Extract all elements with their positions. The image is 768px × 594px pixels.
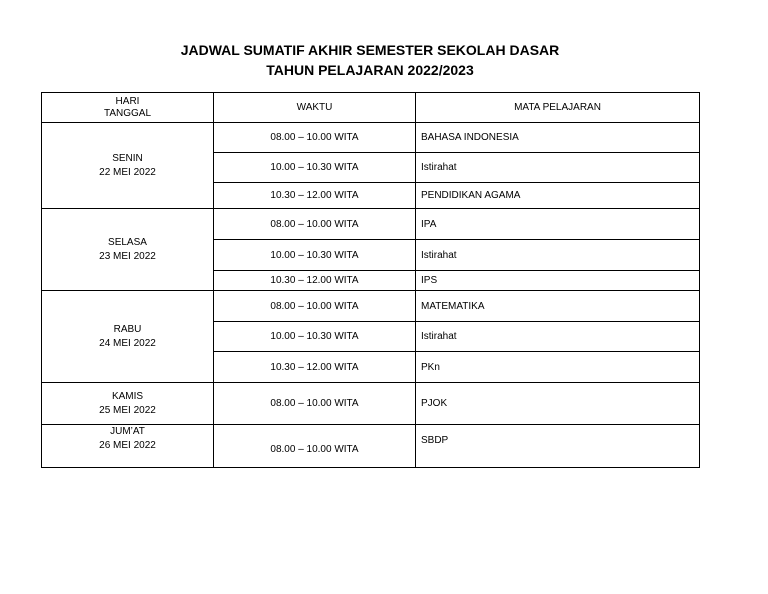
- time-cell: 08.00 – 10.00 WITA: [214, 291, 416, 322]
- subject-cell: IPA: [416, 209, 700, 240]
- subject-cell: Istirahat: [416, 240, 700, 271]
- day-date: 22 MEI 2022: [99, 166, 156, 178]
- subject-cell: PENDIDIKAN AGAMA: [416, 183, 700, 209]
- table-row: [42, 383, 700, 425]
- schedule-table: [41, 92, 700, 468]
- subject-cell: MATEMATIKA: [416, 291, 700, 322]
- day-cell: [42, 425, 214, 468]
- time-cell: 08.00 – 10.00 WITA: [214, 123, 416, 153]
- time-cell: 10.30 – 12.00 WITA: [214, 352, 416, 383]
- header-subject: MATA PELAJARAN: [416, 93, 700, 123]
- time-cell: 10.00 – 10.30 WITA: [214, 322, 416, 352]
- time-cell: 08.00 – 10.00 WITA: [214, 425, 416, 468]
- table-row: [42, 123, 700, 153]
- time-cell: 08.00 – 10.00 WITA: [214, 383, 416, 425]
- header-row: [42, 93, 700, 123]
- title-line-1: JADWAL SUMATIF AKHIR SEMESTER SEKOLAH DASAR: [180, 42, 560, 58]
- table-row: [42, 425, 700, 468]
- header-day: [42, 93, 214, 123]
- time-cell: 10.00 – 10.30 WITA: [214, 153, 416, 183]
- subject-cell: PKn: [416, 352, 700, 383]
- header-day-label: HARI: [115, 95, 140, 107]
- table-row: [42, 291, 700, 322]
- day-date: 24 MEI 2022: [99, 337, 156, 349]
- day-date: 23 MEI 2022: [99, 250, 156, 262]
- day-name: JUM’AT: [110, 426, 145, 437]
- time-cell: 10.30 – 12.00 WITA: [214, 183, 416, 209]
- time-cell: 10.30 – 12.00 WITA: [214, 271, 416, 291]
- header-time: WAKTU: [214, 93, 416, 123]
- time-cell: 10.00 – 10.30 WITA: [214, 240, 416, 271]
- subject-cell: SBDP: [416, 425, 700, 468]
- subject-cell: Istirahat: [416, 322, 700, 352]
- day-cell: [42, 123, 214, 209]
- day-cell: [42, 291, 214, 383]
- table-row: [42, 209, 700, 240]
- document-title: [0, 40, 740, 80]
- day-date: 26 MEI 2022: [99, 440, 156, 451]
- day-name: KAMIS: [111, 390, 144, 402]
- title-line-2: TAHUN PELAJARAN 2022/2023: [266, 62, 474, 78]
- day-name: SELASA: [108, 236, 147, 248]
- subject-cell: Istirahat: [416, 153, 700, 183]
- subject-cell: IPS: [416, 271, 700, 291]
- day-name: RABU: [113, 323, 142, 335]
- day-date: 25 MEI 2022: [99, 404, 156, 416]
- subject-cell: PJOK: [416, 383, 700, 425]
- day-cell: [42, 209, 214, 291]
- header-date-label: TANGGAL: [103, 107, 152, 119]
- time-cell: 08.00 – 10.00 WITA: [214, 209, 416, 240]
- day-cell: [42, 383, 214, 425]
- day-name: SENIN: [112, 152, 143, 164]
- subject-cell: BAHASA INDONESIA: [416, 123, 700, 153]
